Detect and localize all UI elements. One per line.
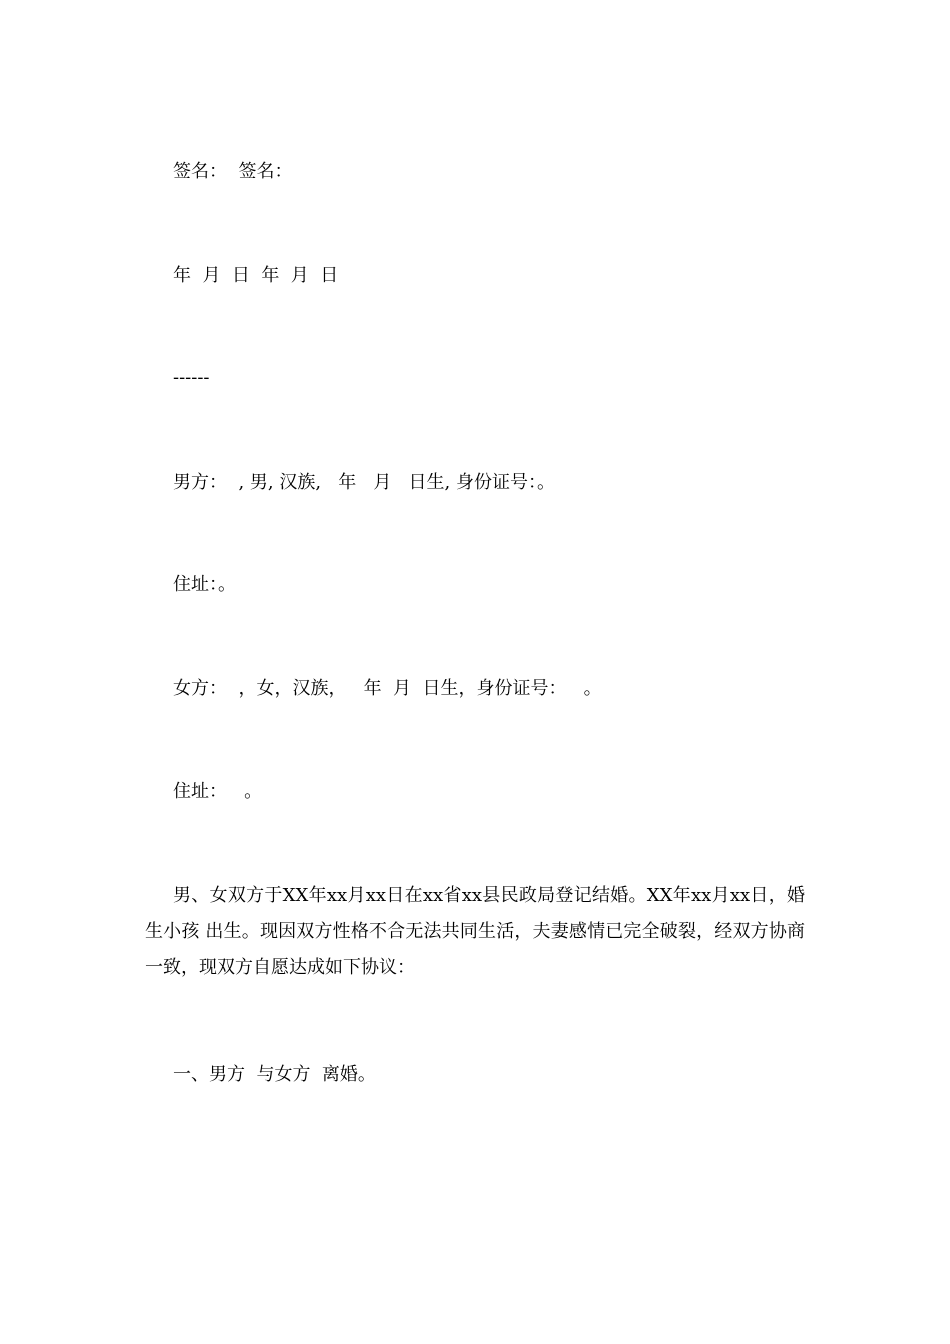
signature-line: 签名： 签名： bbox=[173, 161, 293, 182]
separator-line: ------ bbox=[173, 367, 210, 388]
date-line: 年 月 日 年 月 日 bbox=[173, 265, 339, 286]
woman-address-line: 住址： 。 bbox=[173, 781, 263, 802]
man-info-line: 男方： , 男, 汉族, 年 月 日生, 身份证号：。 bbox=[173, 472, 555, 493]
man-address-line: 住址：。 bbox=[173, 574, 236, 595]
woman-info-line: 女方： ，女，汉族， 年 月 日生，身份证号： 。 bbox=[173, 678, 602, 699]
intro-paragraph: 男、女双方于XX年xx月xx日在xx省xx县民政局登记结婚。XX年xx月xx日，婚生小孩 出生。现因双方性格不合无法共同生活，夫妻感情已完全破裂，经双方协商一致，现双方自愿达成如下协议： bbox=[145, 885, 805, 978]
clause-1: 一、男方 与女方 离婚。 bbox=[173, 1064, 376, 1085]
